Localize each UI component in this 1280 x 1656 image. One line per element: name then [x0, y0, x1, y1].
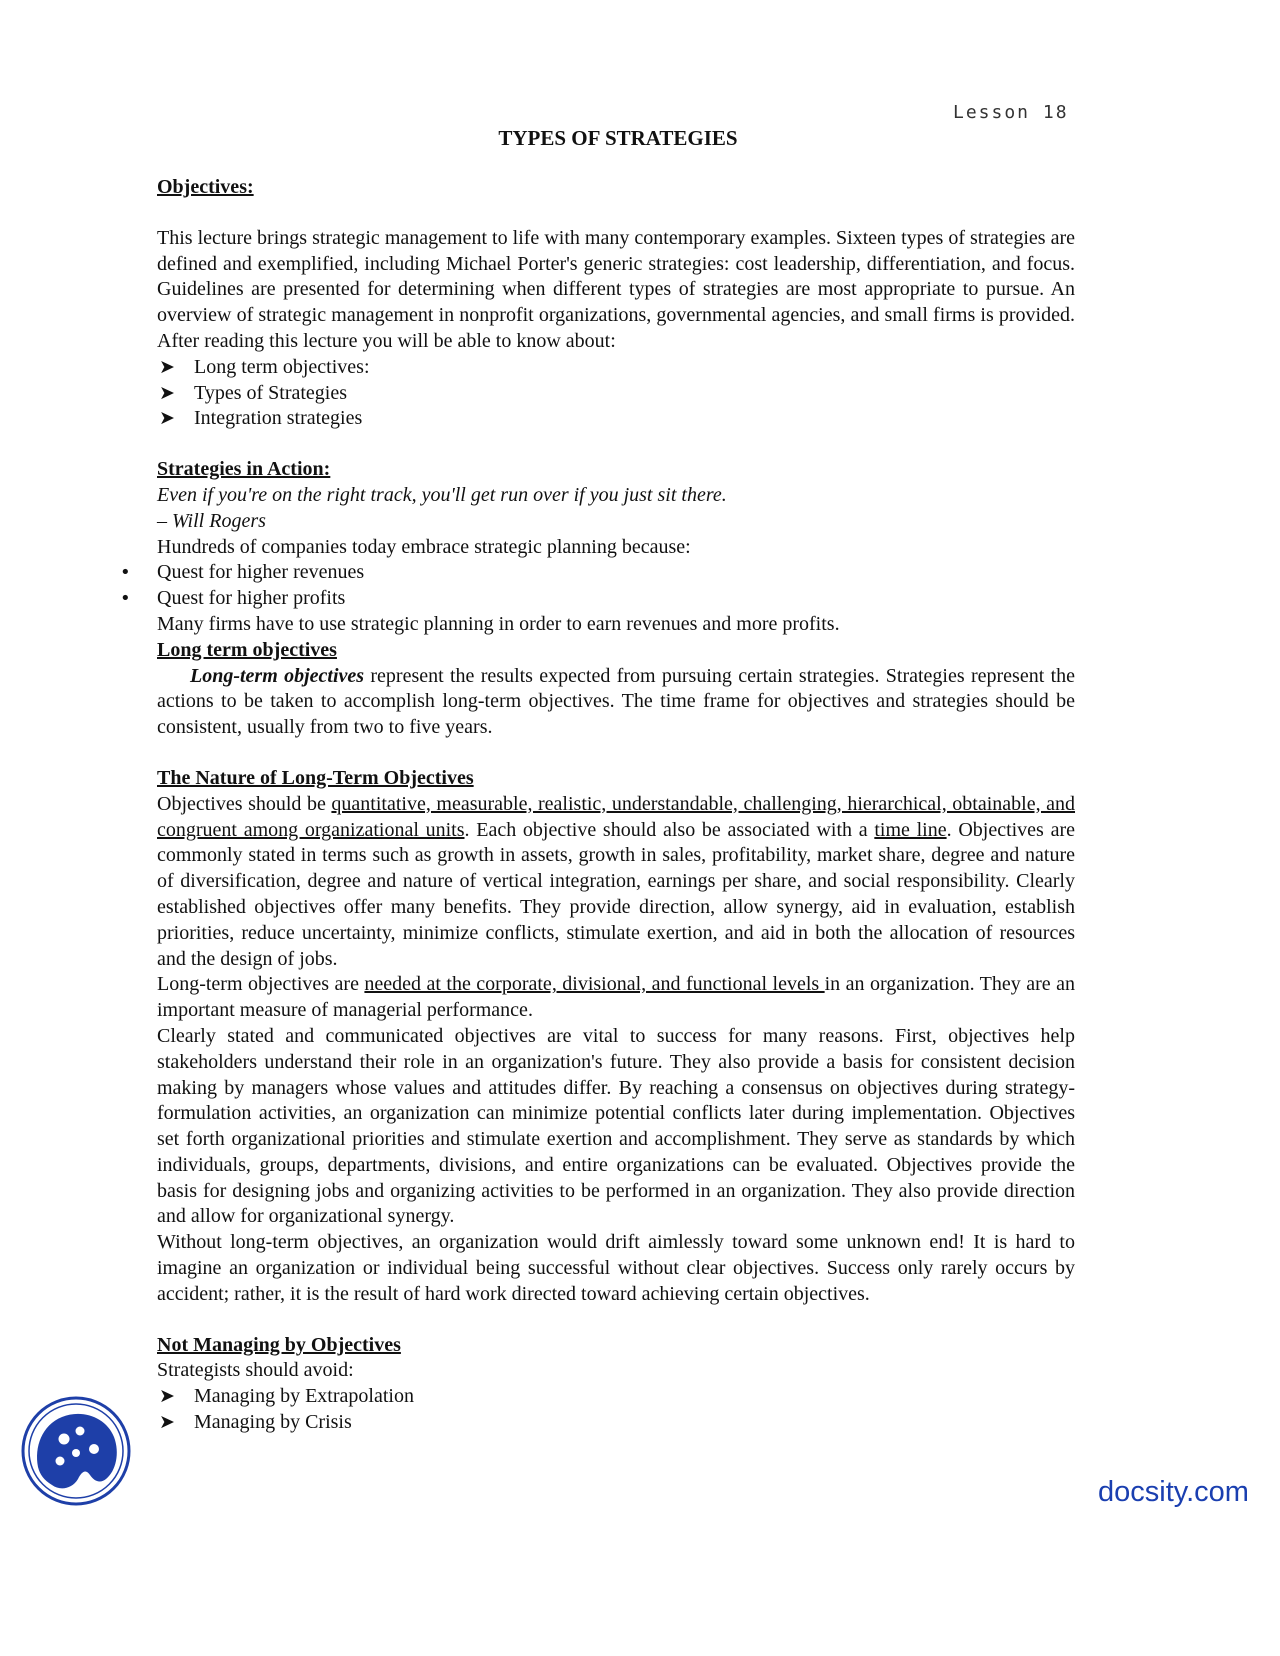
nature-heading: The Nature of Long-Term Objectives [157, 766, 474, 789]
quote-text: Even if you're on the right track, you'll get run over if you just sit there. [157, 483, 727, 506]
objectives-paragraph: This lecture brings strategic management to life with many contemporary examples. Sixteen types of strategies are defined and exemplified, including Michael Porter's generic strategies: cost leadership, differentiation, and focus. Guidelines are presented for determining when different types of strategies are most appropriate to pursue. An overview of strategic management in nonprofit organizations, governmental agencies, and small firms is provided. After reading this lecture you will be able to know about: [157, 226, 1075, 352]
arrow-bullet-icon: ➤ [159, 407, 175, 430]
quote-author: – Will Rogers [157, 509, 266, 532]
bullet-icon: • [120, 588, 131, 610]
arrow-bullet-icon: ➤ [159, 355, 175, 378]
objectives-heading: Objectives: [157, 176, 254, 198]
nature-paragraph-3: Clearly stated and communicated objectives are vital to success for many reasons. First, objectives help stakeholders understand their role in an organization's future. They also provide a basis for consistent decision making by managers whose values and attitudes differ. By reaching a consensus on objectives during strategy-formulation activities, an organization can minimize potential conflicts later during implementation. Objectives set forth organizational priorities and stimulate exertion and accomplishment. They serve as standards by which individuals, groups, departments, divisions, and entire organizations can be evaluated. Objectives provide the basis for designing jobs and organizing activities to be performed in an organization. They also provide direction and allow for organizational synergy. [157, 1024, 1075, 1228]
list-item: ➤ Long term objectives: [157, 355, 1075, 381]
list-item: ➤ Types of Strategies [157, 381, 1075, 407]
page-title: TYPES OF STRATEGIES [498, 126, 738, 150]
strategies-closing: Many firms have to use strategic planning in order to earn revenues and more profits. [157, 612, 840, 635]
not-managing-heading: Not Managing by Objectives [157, 1333, 401, 1356]
long-term-objectives-paragraph: Long-term objectives represent the results expected from pursuing certain strategies. Strategies represent the actions to be taken to accomplish long-term objectives. The time frame for objectives and strategies should be consistent, usually from two to five years. [157, 664, 1076, 739]
reasons-list [120, 560, 1075, 612]
arrow-bullet-icon: ➤ [159, 381, 175, 404]
nature-paragraph-4: Without long-term objectives, an organization would drift aimlessly toward some unknown end! It is hard to imagine an organization or individual being successful without clear objectives. Success only rarely occurs by accident; rather, it is the result of hard work directed toward achieving certain objectives. [157, 1231, 1075, 1305]
document-body [120, 175, 1076, 1436]
strategies-intro: Hundreds of companies today embrace strategic planning because: [157, 535, 691, 558]
nature-paragraph-1: Objectives should be quantitative, measurable, realistic, understandable, challenging, hierarchical, obtainable, and congruent among organizational units. Each objective should also be associated with a time line. Objectives are commonly stated in terms such as growth in assets, growth in sales, profitability, market share, degree and nature of diversification, degree and nature of vertical integration, earnings per share, and social responsibility. Clearly established objectives offer many benefits. They provide direction, allow synergy, aid in evaluation, establish priorities, reduce uncertainty, minimize conflicts, stimulate exertion, and aid in both the allocation of resources and the design of jobs. [157, 792, 1076, 970]
avoid-list [157, 1384, 1075, 1436]
bullet-icon: • [120, 562, 131, 584]
lesson-number: Lesson 18 [953, 102, 1069, 123]
long-term-objectives-term: Long-term objectives [190, 664, 365, 687]
docsity-logo-icon[interactable] [20, 1395, 132, 1507]
nature-paragraph-2: Long-term objectives are needed at the corporate, divisional, and functional levels in an organization. They are an important measure of managerial performance. [157, 973, 1075, 1022]
strategies-in-action-heading: Strategies in Action: [157, 458, 331, 481]
list-item: • Quest for higher profits [157, 586, 1075, 612]
arrow-bullet-icon: ➤ [159, 1385, 175, 1408]
list-item: ➤ Managing by Extrapolation [157, 1384, 1075, 1410]
list-item: ➤ Integration strategies [157, 406, 1075, 432]
objectives-list [157, 355, 1075, 432]
not-managing-intro: Strategists should avoid: [157, 1359, 354, 1382]
list-item: • Quest for higher revenues [157, 560, 1075, 586]
arrow-bullet-icon: ➤ [159, 1411, 175, 1434]
list-item: ➤ Managing by Crisis [157, 1410, 1075, 1436]
long-term-objectives-heading: Long term objectives [157, 638, 337, 661]
docsity-brand-link[interactable]: docsity.com [1098, 1476, 1249, 1508]
